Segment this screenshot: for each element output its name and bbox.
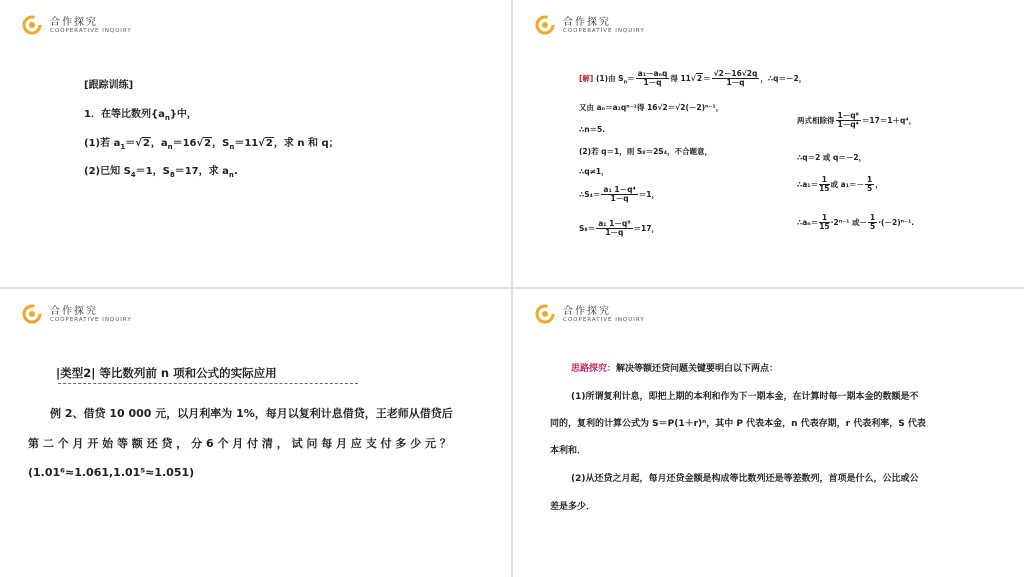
slide-3 — [0, 289, 511, 577]
question-1a: (1)若 $a_1=√2$，$a_n=16√2$，$S_n=11√2$，求 n 和 q； — [84, 138, 339, 151]
solution-right-1: 两式相除得 $\frac{\text{1－q⁸}}{\text{1－q⁴}}$ ＝17＝1＋q⁴， — [797, 111, 917, 130]
solution-right-4: ∴aₙ＝ $\frac{1}{15}$ ·2ⁿ⁻¹ 或－ $\frac{1}{5}$ ·(－2)ⁿ⁻¹. — [797, 213, 915, 232]
solution-right-3: ∴a₁＝ $\frac{1}{15}$ 或 a₁＝－ $\frac{1}{5}$ ， — [797, 175, 883, 194]
logo-icon — [22, 15, 42, 35]
slide-1 — [0, 0, 511, 287]
solution-line-1: [解] (1)由 $S_n=$ $\frac{\text{a₁－aₙq}}{1-q}$ 得 11√2＝ $\frac{√2-16√2q}{1-q}$ ，∴q＝－2， — [579, 69, 807, 88]
brand-title: 合作探究 — [50, 17, 98, 28]
hint-point-2b: 差是多少． — [550, 502, 596, 512]
brand-title: 合作探究 — [50, 306, 98, 317]
brand-subtitle: COOPERATIVE INQUIRY — [50, 28, 132, 34]
logo-icon — [535, 304, 555, 324]
hint-line: 思路探究：解决等额还贷问题关键要明白以下两点： — [571, 364, 779, 374]
solution-line-6: ∴S₄＝ $\frac{\text{a₁ 1－q⁴}}{1-q}$ ＝1， — [579, 185, 659, 204]
question-1b: (2)已知 $S_4=1$，$S_8=17$，求 $a_n$. — [84, 166, 238, 179]
slide-2 — [513, 0, 1024, 287]
brand-subtitle: COOPERATIVE INQUIRY — [563, 28, 645, 34]
brand-subtitle: COOPERATIVE INQUIRY — [563, 317, 645, 323]
question-1: 1．在等比数列$\{a_n\}$中， — [84, 109, 197, 122]
brand-title: 合作探究 — [563, 17, 611, 28]
logo-icon — [535, 15, 555, 35]
solution-line-4: (2)若 q＝1，则 S₈＝2S₄，不合题意， — [579, 147, 712, 156]
slide-4 — [513, 289, 1024, 577]
solution-line-2: 又由 aₙ＝a₁qⁿ⁻¹得 16√2＝√2(－2)ⁿ⁻¹， — [579, 103, 724, 112]
hint-point-1a: (1)所谓复利计息，即把上期的本利和作为下一期本金，在计算时每一期本金的数额是不 — [571, 392, 919, 402]
hint-point-1b: 同的，复利的计算公式为 S＝P(1＋r)ⁿ，其中 P 代表本金，n 代表存期，r 代表利率，S 代表 — [550, 419, 926, 429]
example-line-1: 例 2、借贷 10 000 元，以月利率为 1%，每月以复利计息借贷，王老师从借贷后 — [50, 407, 453, 420]
solution-right-2: ∴q＝2 或 q＝－2， — [797, 153, 867, 162]
hint-label: 思路探究： — [571, 364, 617, 374]
hint-point-1c: 本利和． — [550, 446, 587, 456]
logo-icon — [22, 304, 42, 324]
section-title: [跟踪训练] — [84, 80, 134, 91]
example-line-3: (1.01⁶≈1.061,1.01⁵≈1.051) — [28, 466, 195, 479]
brand-subtitle: COOPERATIVE INQUIRY — [50, 317, 132, 323]
solution-line-5: ∴q≠1， — [579, 167, 609, 176]
header-divider — [58, 383, 358, 384]
solution-line-7: S₈＝ $\frac{\text{a₁ 1－q⁸}}{1-q}$ ＝17， — [579, 219, 659, 238]
brand-title: 合作探究 — [563, 306, 611, 317]
example-line-2: 第 二 个 月 开 始 等 额 还 贷 ， 分 6 个 月 付 清 ， 试 问 每 月 应 支 付 多 少 元 ？ — [28, 437, 451, 450]
hint-point-2a: (2)从还贷之月起，每月还贷金额是构成等比数列还是等差数列，首项是什么，公比或公 — [571, 474, 919, 484]
solution-line-3: ∴n＝5. — [579, 125, 606, 134]
type-header: |类型2| 等比数列前 n 项和公式的实际应用 — [56, 366, 277, 380]
